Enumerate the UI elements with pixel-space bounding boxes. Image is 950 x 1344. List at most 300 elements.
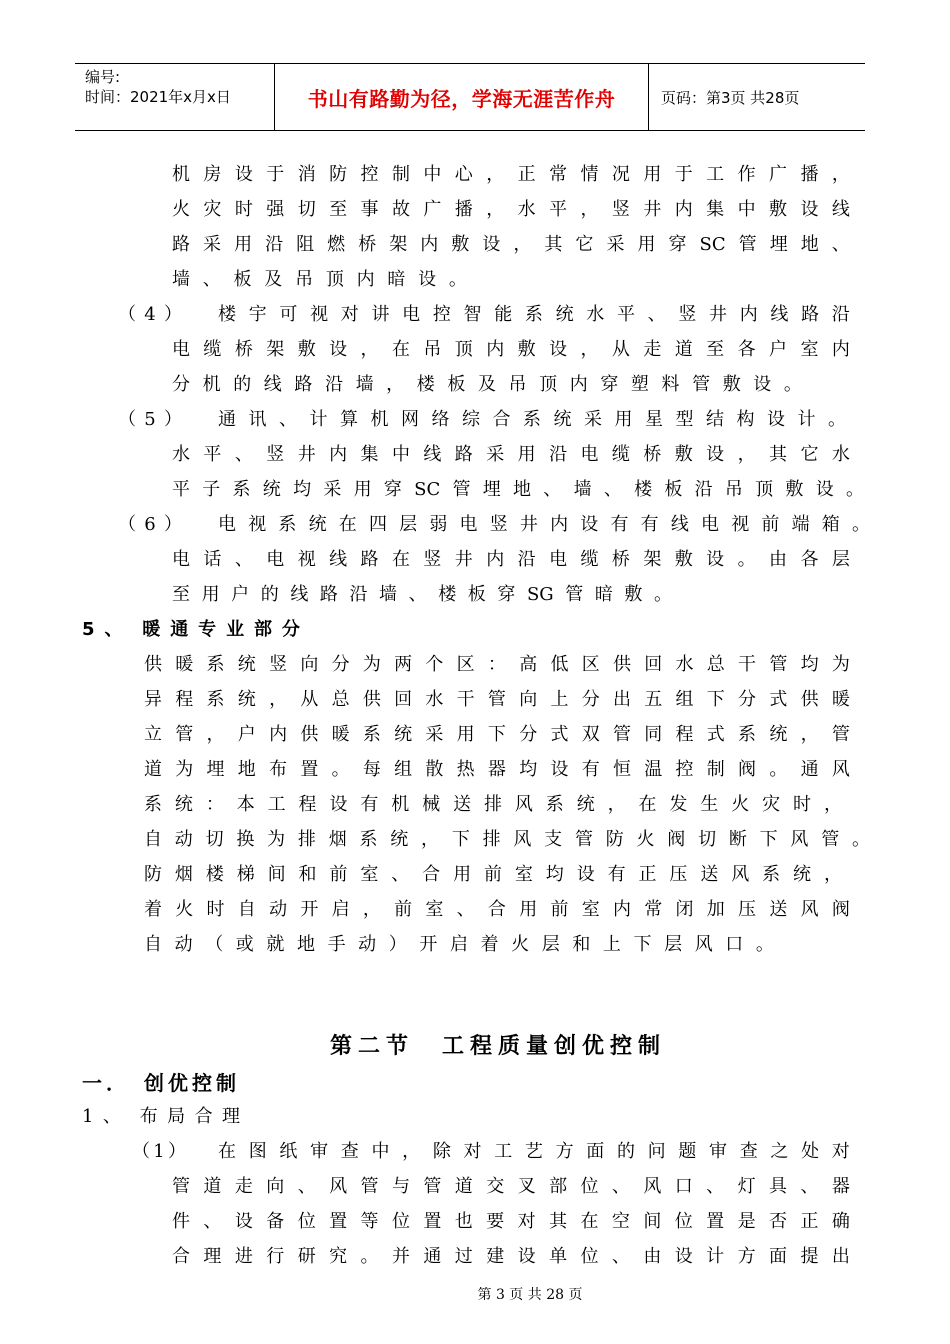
- glyph: 墙: [573, 479, 592, 500]
- glyph: 管: [612, 724, 631, 745]
- glyph: 路: [172, 234, 190, 255]
- glyph: 布: [269, 759, 288, 780]
- glyph: 用: [519, 899, 538, 920]
- glyph: 程: [175, 689, 194, 710]
- glyph: 前: [761, 514, 780, 535]
- glyph: 板: [467, 584, 486, 605]
- glyph: 顶: [325, 269, 344, 290]
- body-line: [144, 827, 870, 853]
- glyph: 采: [486, 444, 505, 465]
- glyph: 要: [486, 1211, 505, 1232]
- glyph: 制: [391, 164, 410, 185]
- glyph: 工: [706, 164, 725, 185]
- glyph: 桥: [643, 444, 662, 465]
- glyph: 用: [517, 444, 536, 465]
- glyph: 散: [425, 759, 444, 780]
- glyph: 五: [644, 689, 663, 710]
- glyph: 前: [394, 899, 413, 920]
- glyph: 楼: [634, 479, 653, 500]
- glyph: 设: [800, 199, 819, 220]
- glyph: 口: [674, 1176, 693, 1197]
- glyph: 设: [517, 1246, 536, 1267]
- glyph: 排: [483, 794, 502, 815]
- glyph: 。: [331, 759, 350, 780]
- page-header-table: [75, 63, 865, 131]
- glyph: 内: [550, 514, 569, 535]
- glyph: 水: [517, 199, 536, 220]
- glyph: 线: [423, 444, 442, 465]
- glyph: 吊: [508, 374, 527, 395]
- glyph: 立: [144, 724, 162, 745]
- glyph: ）: [163, 409, 182, 430]
- glyph: 纸: [279, 1141, 298, 1162]
- glyph: 排: [482, 829, 501, 850]
- glyph: 线: [670, 514, 689, 535]
- glyph: 采: [203, 234, 222, 255]
- glyph: 其: [549, 1211, 568, 1232]
- glyph: 埋: [482, 479, 501, 500]
- glyph: ，: [737, 444, 756, 465]
- glyph: 墙: [172, 269, 190, 290]
- glyph: 风: [694, 934, 713, 955]
- glyph: 动: [358, 934, 377, 955]
- glyph: 交: [486, 1176, 505, 1197]
- glyph: 用: [614, 409, 633, 430]
- glyph: （: [205, 934, 224, 955]
- glyph: 通: [218, 409, 236, 430]
- glyph: 暖: [331, 724, 350, 745]
- glyph: 走: [234, 1176, 253, 1197]
- glyph: 管: [692, 374, 711, 395]
- glyph: 敷: [624, 584, 643, 605]
- glyph: 方: [555, 1141, 574, 1162]
- glyph: 前: [483, 864, 502, 885]
- glyph: 自: [144, 934, 162, 955]
- glyph: 的: [233, 374, 252, 395]
- glyph: 每: [362, 759, 381, 780]
- glyph: 究: [329, 1246, 348, 1267]
- glyph: 管: [738, 234, 757, 255]
- glyph: 低: [550, 654, 569, 675]
- glyph: 视: [297, 549, 316, 570]
- glyph: 、: [603, 479, 622, 500]
- glyph: 吊: [724, 479, 743, 500]
- glyph: 向: [519, 689, 538, 710]
- glyph: 时: [234, 199, 253, 220]
- glyph: 有: [581, 759, 600, 780]
- body-line: [144, 792, 842, 818]
- glyph: 及: [264, 269, 283, 290]
- item-number: [118, 302, 182, 328]
- glyph: 穿: [383, 479, 402, 500]
- glyph: 启: [449, 934, 468, 955]
- glyph: 室: [800, 339, 819, 360]
- glyph: 区: [456, 654, 475, 675]
- glyph: 敷: [451, 234, 470, 255]
- time-label: 时间：2021年x月x日: [85, 88, 231, 106]
- glyph: 分: [281, 619, 300, 640]
- glyph: 集: [706, 199, 725, 220]
- glyph: 防: [605, 829, 624, 850]
- glyph: 排: [297, 829, 316, 850]
- glyph: 道: [144, 759, 162, 780]
- glyph: ，: [580, 199, 599, 220]
- glyph: 于: [674, 164, 693, 185]
- glyph: 局: [167, 1106, 186, 1127]
- glyph: 启: [331, 899, 350, 920]
- body-line: [172, 197, 850, 223]
- glyph: 部: [549, 1176, 568, 1197]
- glyph: 有: [607, 864, 626, 885]
- glyph: 统: [390, 829, 409, 850]
- glyph: 构: [736, 409, 755, 430]
- glyph: 、: [279, 409, 297, 430]
- glyph: 房: [203, 164, 222, 185]
- glyph: 电: [580, 444, 599, 465]
- glyph: 料: [661, 374, 680, 395]
- glyph: 防: [144, 864, 162, 885]
- glyph: 均: [519, 759, 538, 780]
- glyph: 分: [519, 724, 538, 745]
- glyph: 它: [575, 234, 594, 255]
- glyph: 竖: [678, 304, 697, 325]
- glyph: 干: [738, 654, 757, 675]
- glyph: 用: [353, 479, 372, 500]
- glyph: 与: [391, 1176, 410, 1197]
- glyph: 平: [616, 304, 635, 325]
- glyph: 层: [399, 514, 418, 535]
- body-line: [218, 302, 850, 328]
- header-meta-cell: [75, 64, 275, 130]
- glyph: 在: [638, 794, 657, 815]
- glyph: 供: [300, 724, 319, 745]
- glyph: 计: [706, 1246, 725, 1267]
- glyph: 常: [644, 899, 663, 920]
- glyph: 5: [82, 619, 95, 640]
- glyph: 竖: [269, 654, 288, 675]
- glyph: 通: [170, 619, 189, 640]
- glyph: 分: [172, 374, 190, 395]
- header-motto: 书山有路勤为径，学海无涯苦作舟: [275, 64, 649, 130]
- glyph: 、: [543, 479, 562, 500]
- glyph: 式: [550, 724, 569, 745]
- glyph: 、: [202, 269, 221, 290]
- glyph: 暗: [387, 269, 406, 290]
- glyph: 能: [494, 304, 513, 325]
- glyph: 至: [172, 584, 190, 605]
- glyph: 。: [845, 479, 864, 500]
- glyph: 部: [253, 619, 272, 640]
- glyph: 间: [267, 864, 286, 885]
- glyph: 正: [638, 864, 657, 885]
- glyph: 统: [262, 479, 281, 500]
- glyph: ，: [421, 829, 440, 850]
- glyph: 切: [297, 199, 316, 220]
- glyph: 出: [612, 689, 631, 710]
- glyph: ，: [823, 864, 842, 885]
- glyph: 生: [700, 794, 719, 815]
- glyph: 双: [581, 724, 600, 745]
- glyph: 楼: [416, 374, 435, 395]
- glyph: 敷: [769, 199, 788, 220]
- glyph: 层: [664, 934, 683, 955]
- glyph: 电: [549, 549, 568, 570]
- glyph: 桥: [234, 339, 253, 360]
- glyph: 时: [206, 899, 225, 920]
- glyph: 加: [706, 899, 725, 920]
- glyph: 管: [769, 654, 788, 675]
- glyph: 设: [418, 269, 437, 290]
- glyph: 。: [448, 269, 467, 290]
- glyph: 、: [203, 1211, 222, 1232]
- glyph: 广: [423, 199, 442, 220]
- glyph: 温: [644, 759, 663, 780]
- glyph: 火: [731, 794, 750, 815]
- glyph: 自: [237, 899, 256, 920]
- glyph: 问: [647, 1141, 666, 1162]
- glyph: 设: [815, 479, 834, 500]
- glyph: ，: [800, 724, 819, 745]
- glyph: 道: [203, 1176, 222, 1197]
- glyph: 程: [298, 794, 317, 815]
- glyph: 图: [248, 1141, 267, 1162]
- glyph: 压: [738, 899, 757, 920]
- glyph: 用: [643, 164, 662, 185]
- glyph: 统: [237, 654, 256, 675]
- glyph: 工: [267, 794, 286, 815]
- glyph: 内: [486, 549, 505, 570]
- glyph: 自: [144, 829, 162, 850]
- glyph: 内: [831, 339, 850, 360]
- glyph: 水: [831, 444, 850, 465]
- glyph: 前: [550, 899, 569, 920]
- glyph: 沿: [349, 584, 368, 605]
- glyph: 口: [725, 934, 744, 955]
- glyph: 室: [581, 899, 600, 920]
- glyph: 风: [643, 1176, 662, 1197]
- glyph: 、: [800, 1176, 819, 1197]
- glyph: 对: [340, 304, 359, 325]
- glyph: 户: [769, 339, 788, 360]
- glyph: 水: [425, 689, 444, 710]
- glyph: 星: [645, 409, 663, 430]
- glyph: 闭: [675, 899, 694, 920]
- glyph: 风: [800, 899, 819, 920]
- glyph: （: [118, 409, 136, 430]
- glyph: 架: [643, 549, 662, 570]
- glyph: 1: [82, 1106, 94, 1127]
- glyph: 敷: [517, 339, 536, 360]
- glyph: 行: [266, 1246, 285, 1267]
- glyph: 讯: [248, 409, 267, 430]
- glyph: ）: [167, 1141, 186, 1162]
- glyph: 4: [144, 304, 156, 325]
- glyph: 送: [700, 864, 719, 885]
- glyph: 械: [422, 794, 441, 815]
- glyph: 顶: [755, 479, 774, 500]
- glyph: 分: [581, 689, 600, 710]
- body-line: [172, 372, 802, 398]
- glyph: 机: [391, 794, 410, 815]
- item-number: [118, 407, 182, 433]
- glyph: 端: [791, 514, 810, 535]
- glyph: 缆: [611, 444, 630, 465]
- glyph: 1: [153, 1141, 165, 1162]
- glyph: 事: [360, 199, 379, 220]
- glyph: 地: [800, 234, 819, 255]
- glyph: 风: [513, 829, 532, 850]
- glyph: 风: [329, 1176, 348, 1197]
- glyph: 、: [456, 899, 475, 920]
- glyph: 烟: [174, 864, 193, 885]
- glyph: SC: [699, 234, 726, 255]
- glyph: 由: [769, 549, 788, 570]
- glyph: 有: [640, 514, 659, 535]
- glyph: ，: [607, 794, 626, 815]
- glyph: 在: [338, 514, 357, 535]
- glyph: 阀: [667, 829, 686, 850]
- glyph: 线: [263, 374, 282, 395]
- glyph: ，: [360, 339, 379, 360]
- glyph: 灾: [762, 794, 781, 815]
- glyph: 均: [800, 654, 819, 675]
- section-title: 第二节 工程质量创优控制: [330, 1034, 667, 1059]
- glyph: 沿: [517, 549, 536, 570]
- glyph: 内: [420, 234, 439, 255]
- glyph: 结: [706, 409, 724, 430]
- glyph: SG: [526, 584, 554, 605]
- glyph: 器: [831, 1176, 850, 1197]
- body-line: [144, 897, 850, 923]
- glyph: 电: [402, 304, 421, 325]
- glyph: 吊: [423, 339, 442, 360]
- glyph: 面: [769, 1246, 788, 1267]
- glyph: 暗: [594, 584, 613, 605]
- glyph: ，: [580, 339, 599, 360]
- glyph: 。: [851, 514, 870, 535]
- glyph: 5: [144, 409, 156, 430]
- glyph: 有: [610, 514, 629, 535]
- glyph: 为: [175, 759, 194, 780]
- glyph: 管: [831, 724, 850, 745]
- glyph: 同: [644, 724, 663, 745]
- glyph: 设: [753, 374, 772, 395]
- glyph: 设: [580, 514, 599, 535]
- glyph: 的: [616, 1141, 635, 1162]
- glyph: 各: [737, 339, 756, 360]
- glyph: 走: [643, 339, 662, 360]
- glyph: 、: [102, 1106, 121, 1127]
- glyph: 系: [232, 479, 251, 500]
- glyph: 系: [523, 409, 541, 430]
- glyph: 管: [360, 1176, 379, 1197]
- glyph: 中: [391, 444, 410, 465]
- glyph: 地: [237, 759, 256, 780]
- glyph: 供: [612, 654, 631, 675]
- glyph: 为: [362, 654, 381, 675]
- glyph: 间: [643, 1211, 662, 1232]
- glyph: 置: [423, 1211, 442, 1232]
- glyph: 设: [550, 759, 569, 780]
- glyph: 、: [297, 1176, 316, 1197]
- glyph: 埋: [769, 234, 788, 255]
- page-footer: 第 3 页 共 28 页: [477, 1287, 583, 1303]
- glyph: 审: [310, 1141, 329, 1162]
- glyph: 设: [482, 234, 501, 255]
- glyph: 管: [565, 584, 584, 605]
- glyph: 沿: [265, 234, 284, 255]
- glyph: 对: [463, 1141, 482, 1162]
- glyph: 地: [513, 479, 532, 500]
- glyph: 建: [486, 1246, 505, 1267]
- glyph: 采: [323, 479, 342, 500]
- glyph: ，: [362, 899, 381, 920]
- glyph: 井: [709, 304, 727, 325]
- glyph: 本: [236, 794, 255, 815]
- glyph: 常: [549, 164, 568, 185]
- glyph: 管: [172, 1176, 190, 1197]
- glyph: 及: [477, 374, 496, 395]
- glyph: 室: [514, 864, 533, 885]
- glyph: 电: [218, 514, 236, 535]
- glyph: 动: [269, 899, 288, 920]
- glyph: 供: [362, 689, 381, 710]
- glyph: 系: [738, 724, 757, 745]
- glyph: 况: [611, 164, 630, 185]
- glyph: 阻: [296, 234, 315, 255]
- glyph: 线: [770, 304, 789, 325]
- glyph: 合: [422, 864, 441, 885]
- glyph: 在: [391, 339, 410, 360]
- glyph: （: [118, 514, 136, 535]
- glyph: 视: [248, 514, 267, 535]
- glyph: 作: [737, 164, 756, 185]
- glyph: 井: [643, 199, 662, 220]
- glyph: 板: [233, 269, 252, 290]
- glyph: 用: [453, 864, 472, 885]
- glyph: 系: [524, 304, 543, 325]
- glyph: 播: [454, 199, 473, 220]
- glyph: 吊: [295, 269, 314, 290]
- glyph: ：: [205, 794, 224, 815]
- glyph: 层: [541, 934, 560, 955]
- glyph: 楼: [438, 584, 457, 605]
- glyph: 为: [831, 654, 850, 675]
- glyph: 艺: [524, 1141, 543, 1162]
- glyph: 其: [769, 444, 788, 465]
- glyph: 理: [221, 1106, 240, 1127]
- glyph: 下: [706, 689, 725, 710]
- glyph: 统: [237, 689, 256, 710]
- glyph: 开: [419, 934, 438, 955]
- glyph: 灯: [737, 1176, 756, 1197]
- glyph: 合: [492, 409, 511, 430]
- glyph: 计: [797, 409, 816, 430]
- glyph: 、: [234, 444, 253, 465]
- glyph: 敷: [297, 339, 316, 360]
- glyph: 心: [454, 164, 473, 185]
- section-heading: [82, 617, 300, 643]
- glyph: 分: [738, 689, 757, 710]
- glyph: 情: [580, 164, 599, 185]
- glyph: 设: [329, 794, 348, 815]
- glyph: 顶: [454, 339, 473, 360]
- glyph: 顶: [539, 374, 558, 395]
- glyph: 确: [831, 1211, 850, 1232]
- body-line: [144, 652, 850, 678]
- glyph: 竖: [266, 444, 285, 465]
- glyph: 区: [581, 654, 600, 675]
